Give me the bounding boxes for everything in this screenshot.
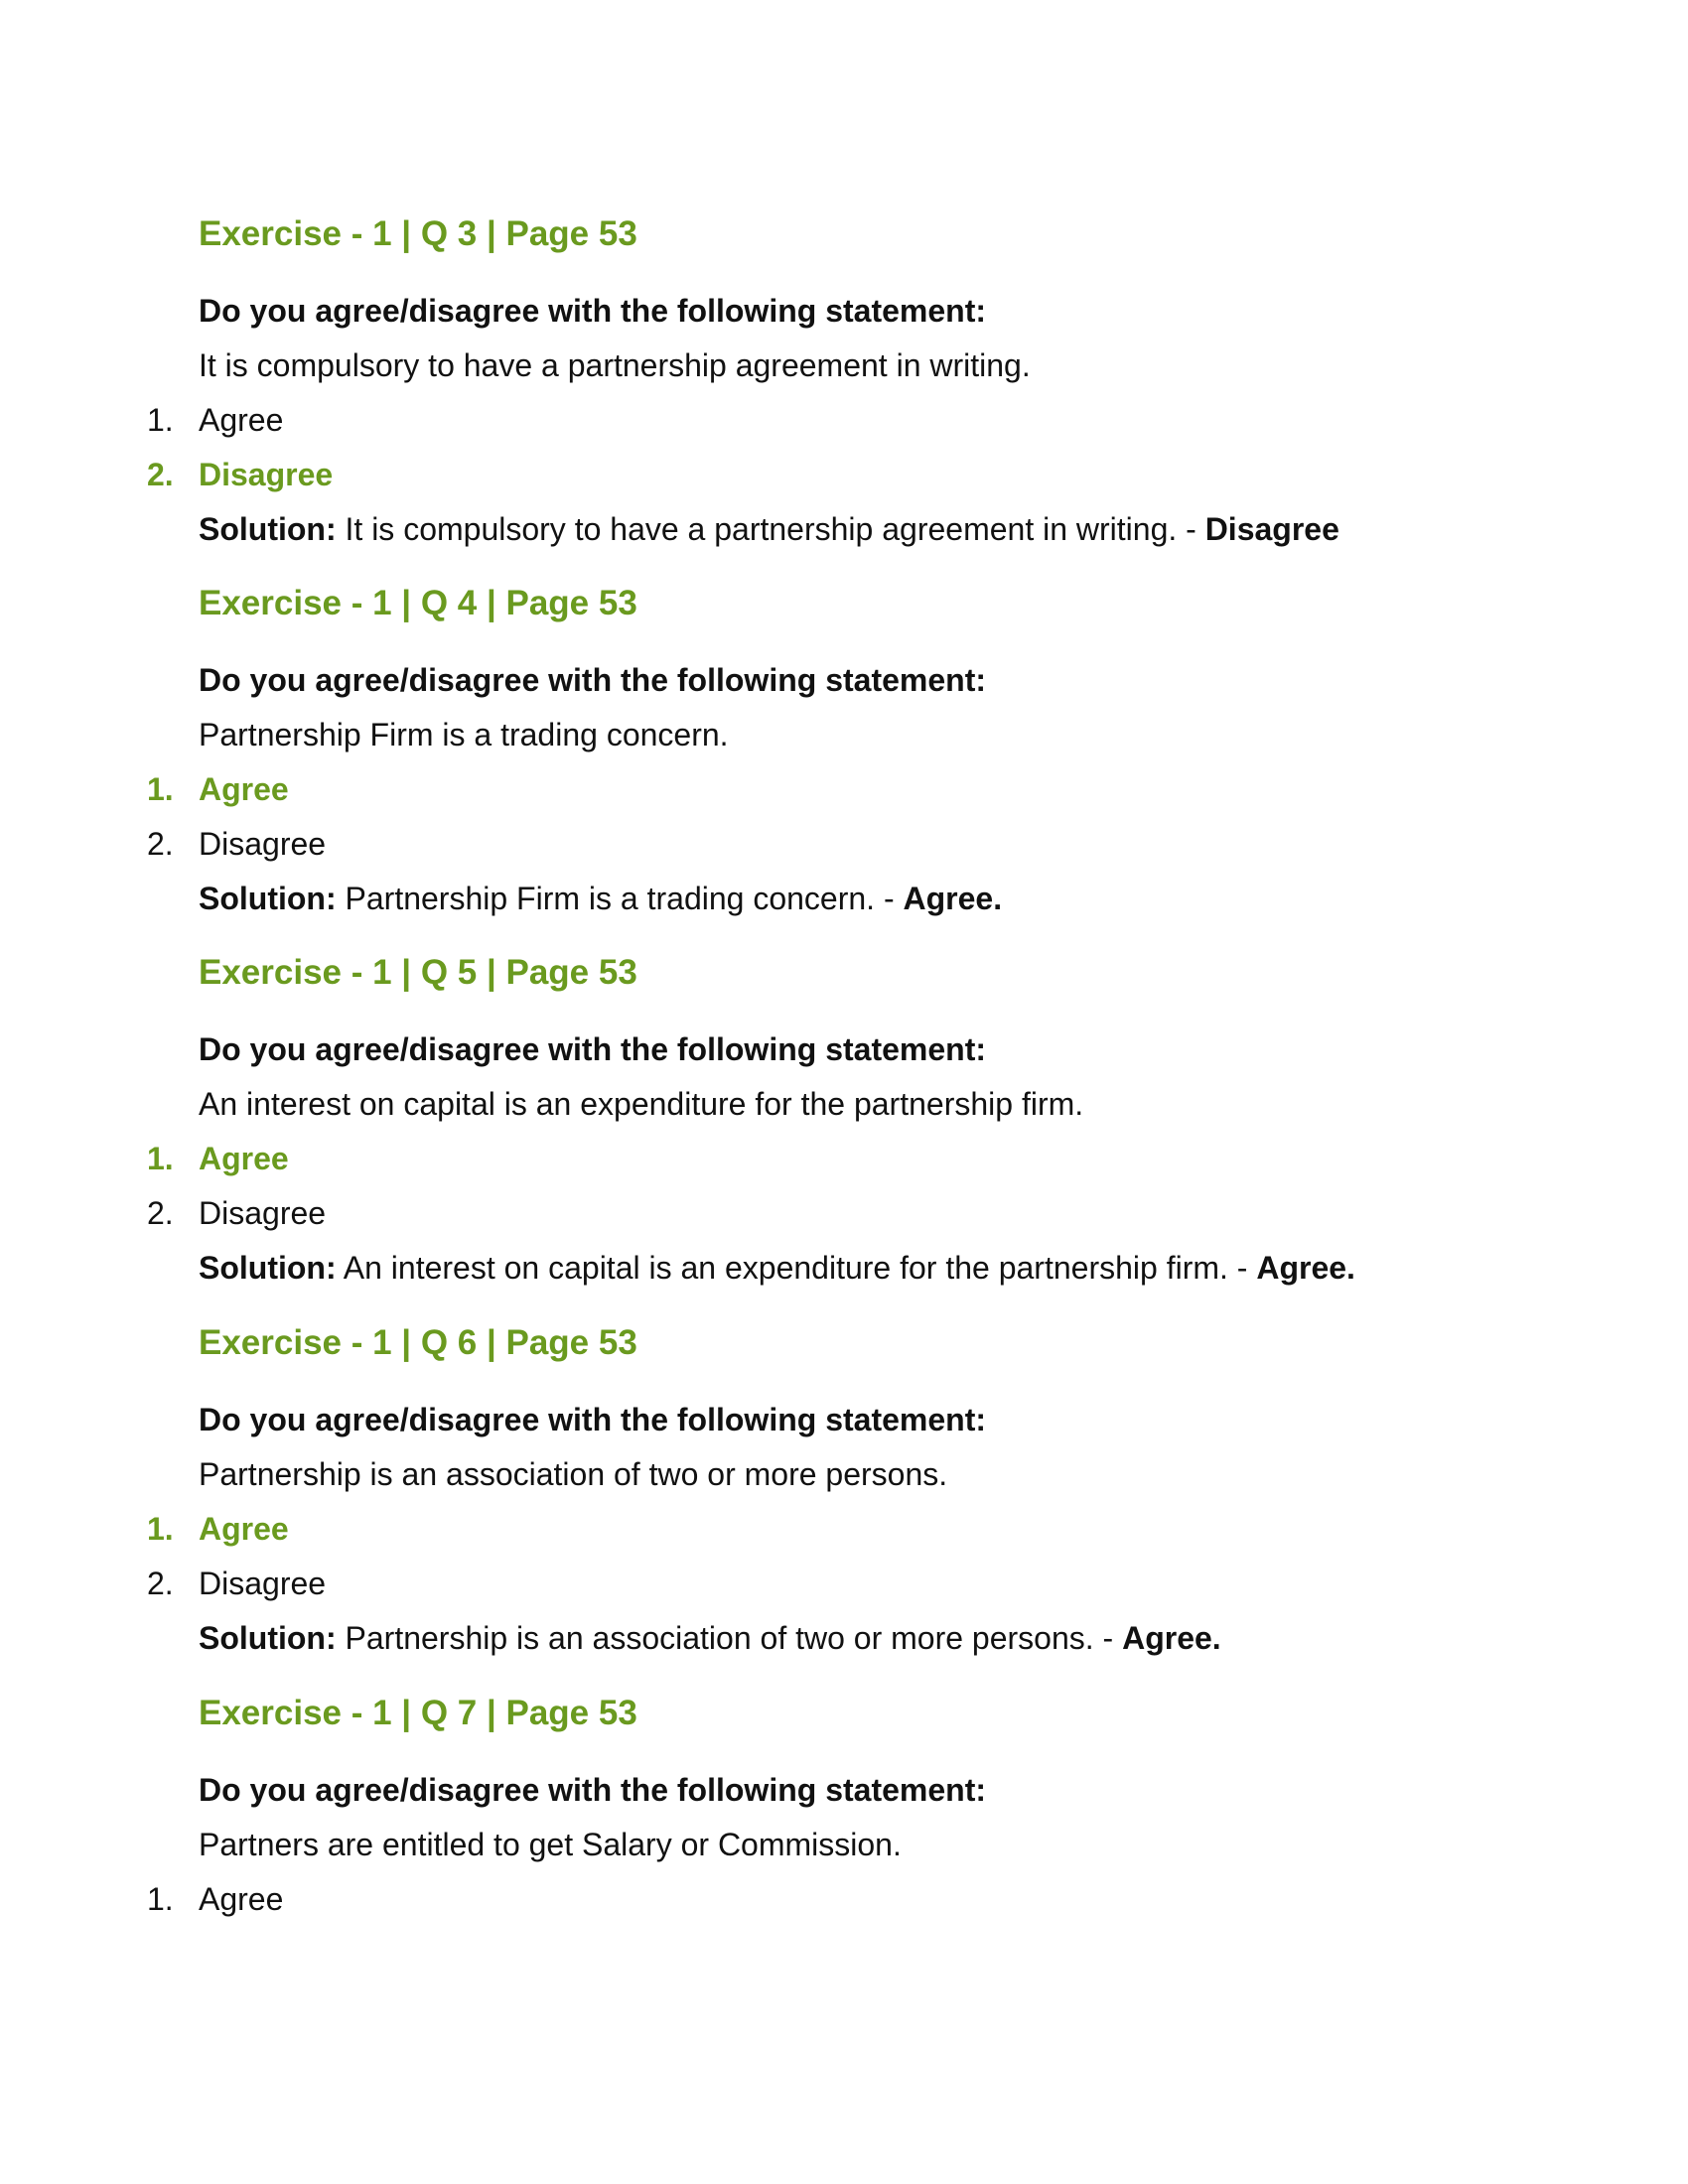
option-disagree-correct: [147, 455, 333, 494]
option-label: Agree: [199, 1881, 284, 1917]
option-number: 2.: [147, 457, 174, 492]
solution-label: Solution:: [199, 511, 337, 547]
exercise-heading: Exercise - 1 | Q 6 | Page 53: [199, 1323, 637, 1362]
solution: [199, 1248, 1355, 1288]
option-label: Agree: [199, 1511, 289, 1547]
option-label: Agree: [199, 402, 284, 438]
option-label: Disagree: [199, 826, 327, 862]
solution-text: Partnership Firm is a trading concern. -: [336, 881, 904, 916]
option-agree: [147, 400, 283, 440]
solution-text: It is compulsory to have a partnership agreement in writing. -: [336, 511, 1205, 547]
solution: [199, 1618, 1221, 1658]
question-statement: Partnership is an association of two or more persons.: [199, 1456, 948, 1492]
exercise-heading: Exercise - 1 | Q 5 | Page 53: [199, 953, 637, 992]
question-prompt: Do you agree/disagree with the following statement:: [199, 662, 986, 698]
solution: [199, 509, 1339, 549]
option-agree-correct: [147, 1139, 289, 1178]
option-label: Disagree: [199, 457, 334, 492]
option-agree: [147, 1879, 283, 1919]
solution-text: Partnership is an association of two or more persons. -: [336, 1620, 1123, 1656]
option-disagree: [147, 1564, 326, 1603]
option-agree-correct: [147, 769, 289, 809]
option-agree-correct: [147, 1509, 289, 1549]
option-number: 1.: [147, 402, 174, 438]
question-statement: An interest on capital is an expenditure for the partnership firm.: [199, 1086, 1084, 1122]
option-number: 1.: [147, 771, 174, 807]
solution-answer: Disagree: [1204, 511, 1339, 547]
option-number: 1.: [147, 1881, 174, 1917]
option-label: Agree: [199, 771, 289, 807]
question-prompt: Do you agree/disagree with the following statement:: [199, 1031, 986, 1067]
option-number: 1.: [147, 1141, 174, 1176]
solution-text: An interest on capital is an expenditure for the partnership firm. -: [336, 1250, 1257, 1286]
option-disagree: [147, 1193, 326, 1233]
question-statement: Partnership Firm is a trading concern.: [199, 717, 729, 752]
solution-answer: Agree.: [1122, 1620, 1221, 1656]
question-statement: It is compulsory to have a partnership agreement in writing.: [199, 347, 1031, 383]
exercise-heading: Exercise - 1 | Q 7 | Page 53: [199, 1694, 637, 1732]
question-prompt: Do you agree/disagree with the following statement:: [199, 1402, 986, 1437]
solution-answer: Agree.: [1256, 1250, 1355, 1286]
solution: [199, 879, 1002, 918]
solution-label: Solution:: [199, 881, 337, 916]
solution-label: Solution:: [199, 1620, 337, 1656]
question-prompt: Do you agree/disagree with the following statement:: [199, 1772, 986, 1808]
option-number: 2.: [147, 826, 174, 862]
option-label: Disagree: [199, 1195, 327, 1231]
solution-answer: Agree.: [903, 881, 1003, 916]
solution-label: Solution:: [199, 1250, 337, 1286]
option-number: 2.: [147, 1195, 174, 1231]
option-label: Agree: [199, 1141, 289, 1176]
option-number: 2.: [147, 1566, 174, 1601]
option-disagree: [147, 824, 326, 864]
exercise-heading: Exercise - 1 | Q 4 | Page 53: [199, 584, 637, 622]
question-prompt: Do you agree/disagree with the following statement:: [199, 293, 986, 329]
exercise-heading: Exercise - 1 | Q 3 | Page 53: [199, 214, 637, 253]
option-label: Disagree: [199, 1566, 327, 1601]
question-statement: Partners are entitled to get Salary or Commission.: [199, 1827, 902, 1862]
option-number: 1.: [147, 1511, 174, 1547]
